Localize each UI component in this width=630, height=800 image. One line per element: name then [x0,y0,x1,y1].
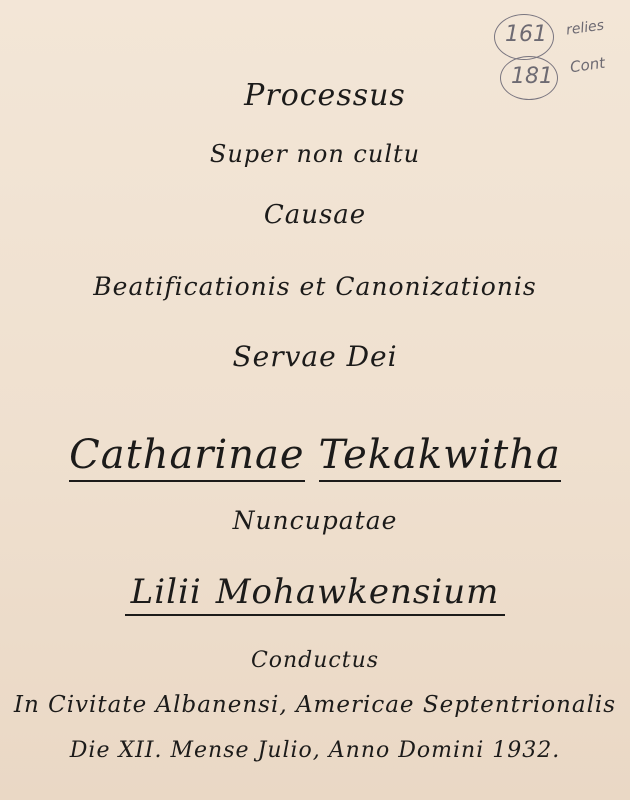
name-tekakwitha: Tekakwitha [319,432,561,482]
annotation-note-1: relies [565,17,605,39]
line-conductus: Conductus [250,648,380,673]
annotation-number-2: 181 [511,64,553,89]
line-super-non-cultu: Super non cultu [209,140,421,168]
title-processus: Processus [244,78,406,113]
word-mohawkensium: Mohawkensium [215,572,500,612]
lilii-mohawkensium-underlined [125,572,506,616]
line-beatificationis: Beatificationis et Canonizationis [93,272,537,301]
line-lilii-mohawkensium [0,572,630,616]
annotation-number-1: 161 [505,22,547,47]
line-nuncupatae: Nuncupatae [232,506,398,535]
line-date: Die XII. Mense Julio, Anno Domini 1932. [69,738,561,763]
line-in-civitate: In Civitate Albanensi, Americae Septentrionalis [13,692,617,718]
name-catharinae: Catharinae [69,432,304,482]
annotation-note-2: Cont [568,53,607,77]
line-catharinae-tekakwitha [0,432,630,482]
line-causae: Causae [263,200,367,230]
word-lilii: Lilii [130,572,202,612]
line-servae-dei: Servae Dei [232,340,398,373]
